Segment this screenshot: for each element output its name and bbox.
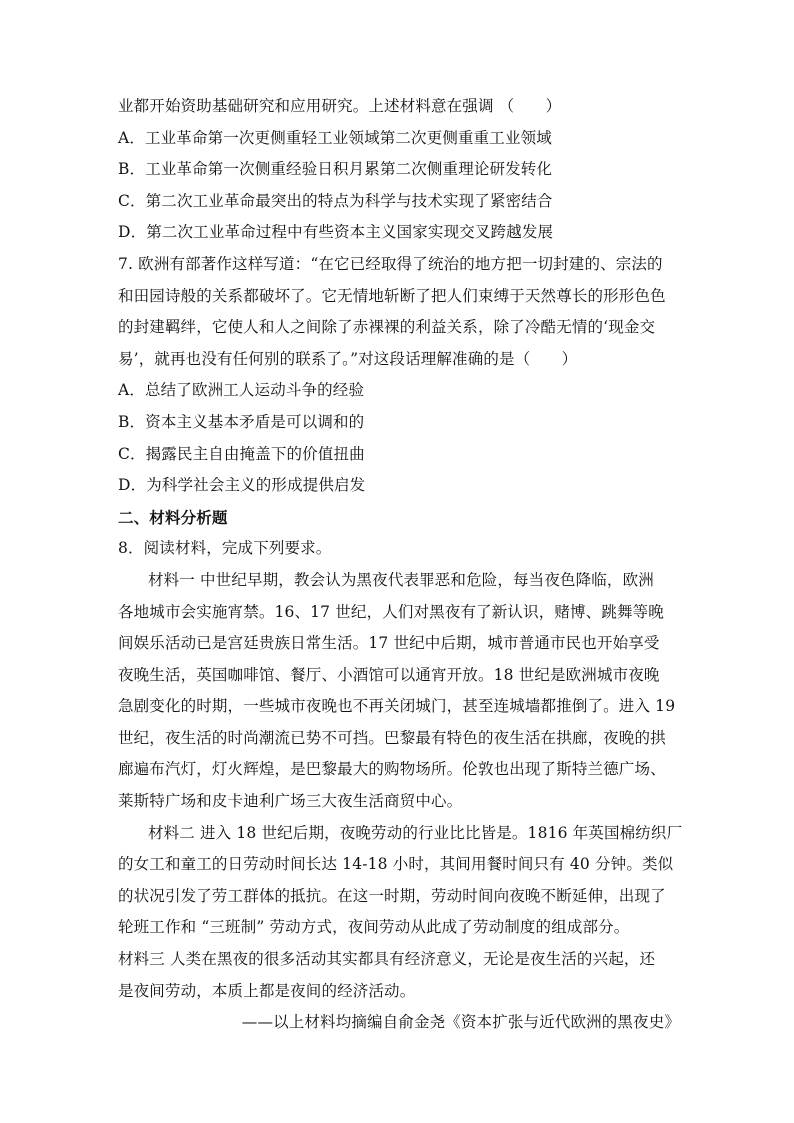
question-7-option-d: D．为科学社会主义的形成提供启发 <box>118 476 366 495</box>
question-7-stem-line-1: 7. 欧洲有部著作这样写道：“在它已经取得了统治的地方把一切封建的、宗法的 <box>118 254 663 273</box>
material-2-line-1: 材料二 进入 18 世纪后期，夜晚劳动的行业比比皆是。1816 年英国棉纺织厂 <box>148 823 683 842</box>
question-7-option-c: C．揭露民主自由掩盖下的价值扭曲 <box>118 444 365 463</box>
document-page <box>118 91 688 1039</box>
question-7-stem-line-3: 的封建羁绊，它使人和人之间除了赤裸裸的利益关系，除了冷酷无情的‘现金交 <box>118 318 656 337</box>
question-7-option-b: B．资本主义基本矛盾是可以调和的 <box>118 412 365 431</box>
question-7-option-a: A．总结了欧洲工人运动斗争的经验 <box>118 381 365 400</box>
question-6-stem-end: 业都开始资助基础研究和应用研究。上述材料意在强调 （ ） <box>118 97 562 115</box>
question-8-stem: 8．阅读材料，完成下列要求。 <box>118 539 332 558</box>
question-6-option-c: C．第二次工业革命最突出的特点为科学与技术实现了紧密结合 <box>118 191 553 210</box>
section-heading: 二、材料分析题 <box>118 507 228 527</box>
material-2-line-3: 的状况引发了劳工群体的抵抗。在这一时期，劳动时间向夜晚不断延伸，出现了 <box>118 886 666 905</box>
material-1-line-2: 各地城市会实施宵禁。16、17 世纪，人们对黑夜有了新认识，赌博、跳舞等晚 <box>118 602 664 621</box>
material-2-line-2: 的女工和童工的日劳动时间长达 14-18 小时，其间用餐时间只有 40 分钟。类似 <box>118 855 674 874</box>
material-3-line-2: 是夜间劳动，本质上都是夜间的经济活动。 <box>118 981 416 1000</box>
material-1-line-7: 廊遍布汽灯，灯火辉煌，是巴黎最大的购物场所。伦敦也出现了斯特兰德广场、 <box>118 760 666 779</box>
question-6-option-a: A．工业革命第一次更侧重轻工业领域第二次更侧重重工业领域 <box>118 128 552 147</box>
material-1-line-5: 急剧变化的时期，一些城市夜晚也不再关闭城门，甚至连城墙都推倒了。进入 19 <box>118 697 676 716</box>
material-1-line-3: 间娱乐活动已是宫廷贵族日常生活。17 世纪中后期，城市普通市民也开始享受 <box>118 634 660 653</box>
material-2-line-4: 轮班工作和 “三班制” 劳动方式，夜间劳动从此成了劳动制度的组成部分。 <box>118 918 630 937</box>
material-1-line-6: 世纪，夜生活的时尚潮流已势不可挡。巴黎最有特色的夜生活在拱廊，夜晚的拱 <box>118 728 666 747</box>
material-1-line-8: 莱斯特广场和皮卡迪利广场三大夜生活商贸中心。 <box>118 792 463 811</box>
question-7-stem-line-4: 易’，就再也没有任何别的联系了。”对这段话理解准确的是（ ） <box>118 349 578 368</box>
material-1-line-1: 材料一 中世纪早期，教会认为黑夜代表罪恶和危险，每当夜色降临，欧洲 <box>148 570 654 589</box>
material-1-line-4: 夜晚生活，英国咖啡馆、餐厅、小酒馆可以通宵开放。18 世纪是欧洲城市夜晚 <box>118 665 660 684</box>
source-citation: ——以上材料均摘编自俞金尧《资本扩张与近代欧洲的黑夜史》 <box>241 1013 680 1032</box>
material-3-line-1: 材料三 人类在黑夜的很多活动其实都具有经济意义，无论是夜生活的兴起，还 <box>118 950 656 969</box>
question-6-option-b: B．工业革命第一次侧重经验日积月累第二次侧重理论研发转化 <box>118 160 553 179</box>
question-6-option-d: D．第二次工业革命过程中有些资本主义国家实现交叉跨越发展 <box>118 223 554 242</box>
question-7-stem-line-2: 和田园诗般的关系都破坏了。它无情地斩断了把人们束缚于天然尊长的形形色色 <box>118 286 666 305</box>
